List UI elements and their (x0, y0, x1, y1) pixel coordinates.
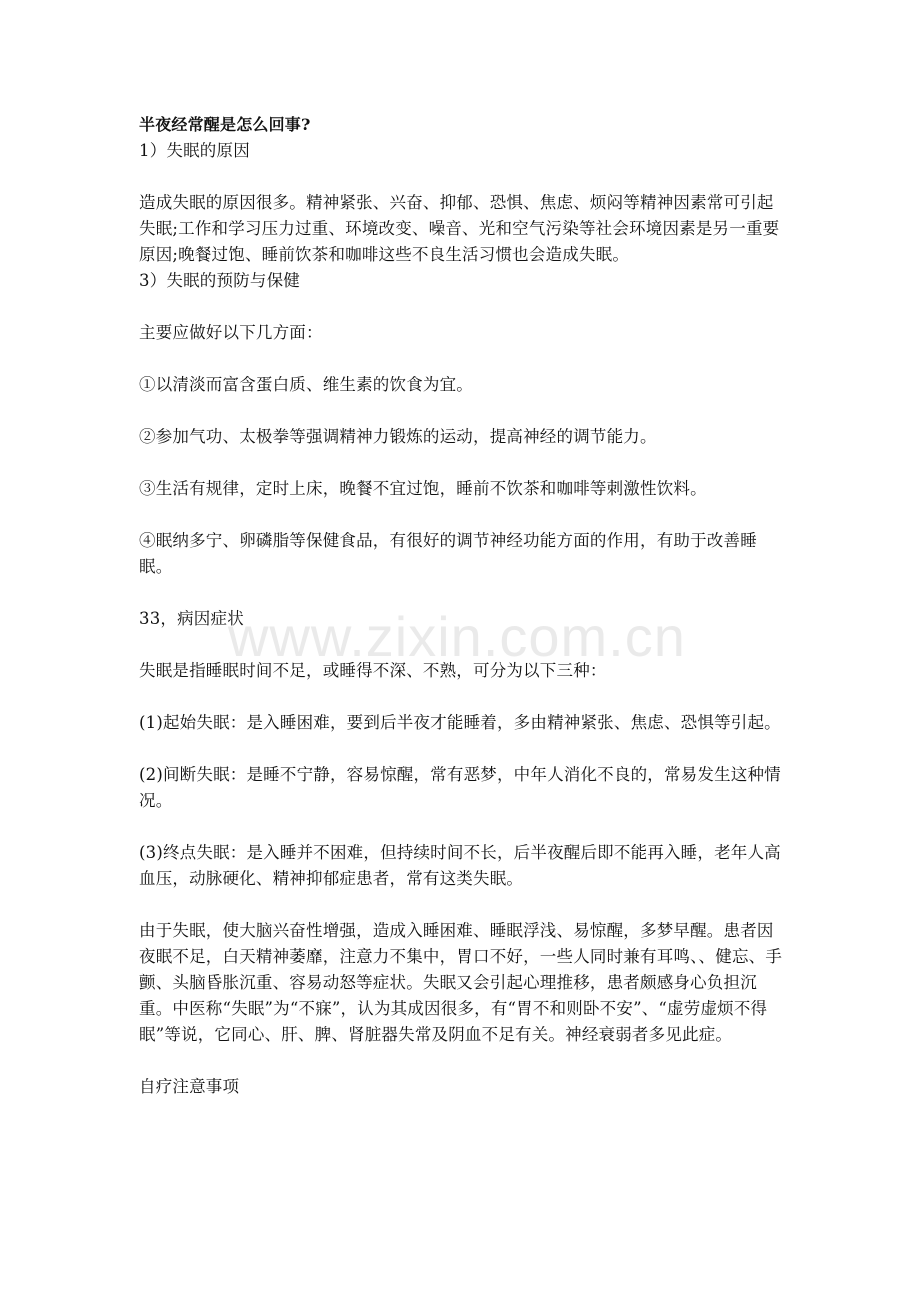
document-title: 半夜经常醒是怎么回事? (139, 115, 311, 134)
section-heading-prevention: 3）失眠的预防与保健 (139, 271, 300, 290)
symptom-type-3: (3)终点失眠：是入睡并不困难，但持续时间不长，后半夜醒后即不能再入睡，老年人高血压，动脉硬化、精神抑郁症患者，常有这类失眠。 (139, 843, 781, 888)
list-item-2: ②参加气功、太极拳等强调精神力锻炼的运动，提高神经的调节能力。 (139, 427, 657, 446)
list-item-4: ④眠纳多宁、卵磷脂等保健食品，有很好的调节神经功能方面的作用，有助于改善睡眠。 (139, 531, 757, 576)
document-body (139, 112, 787, 1100)
list-item-1: ①以清淡而富含蛋白质、维生素的饮食为宜。 (139, 375, 473, 394)
paragraph-prevention-intro: 主要应做好以下几方面： (139, 323, 323, 342)
section-heading-self-care: 自疗注意事项 (139, 1077, 240, 1096)
section-heading-symptoms: 33，病因症状 (139, 609, 244, 628)
symptom-type-1: (1)起始失眠：是入睡困难，要到后半夜才能睡着，多由精神紧张、焦虑、恐惧等引起。 (139, 713, 781, 732)
watermark: www.zixin.com.cn (228, 605, 686, 668)
paragraph-symptoms-intro: 失眠是指睡眠时间不足，或睡得不深、不熟，可分为以下三种： (139, 661, 607, 680)
symptom-type-2: (2)间断失眠：是睡不宁静，容易惊醒，常有恶梦，中年人消化不良的，常易发生这种情况。 (139, 765, 781, 810)
section-heading-causes: 1）失眠的原因 (139, 141, 250, 160)
paragraph-symptoms-detail: 由于失眠，使大脑兴奋性增强，造成入睡困难、睡眠浮浅、易惊醒，多梦早醒。患者因夜眠不足，白天精神萎靡，注意力不集中，胃口不好，一些人同时兼有耳鸣、、健忘、手颤、头脑昏胀沉重、容易动怒等症状。失眠又会引起心理推移，患者颇感身心负担沉重。中医称“失眠”为“不寐”，认为其成因很多，有“胃不和则卧不安”、“虚劳虚烦不得眠”等说，它同心、肝、脾、肾脏器失常及阴血不足有关。神经衰弱者多见此症。 (139, 921, 783, 1044)
list-item-3: ③生活有规律，定时上床，晚餐不宜过饱，睡前不饮茶和咖啡等刺激性饮料。 (139, 479, 707, 498)
paragraph-causes: 造成失眠的原因很多。精神紧张、兴奋、抑郁、恐惧、焦虑、烦闷等精神因素常可引起失眠;工作和学习压力过重、环境改变、噪音、光和空气污染等社会环境因素是另一重要原因;晚餐过饱、睡前饮茶和咖啡这些不良生活习惯也会造成失眠。 (139, 193, 780, 264)
